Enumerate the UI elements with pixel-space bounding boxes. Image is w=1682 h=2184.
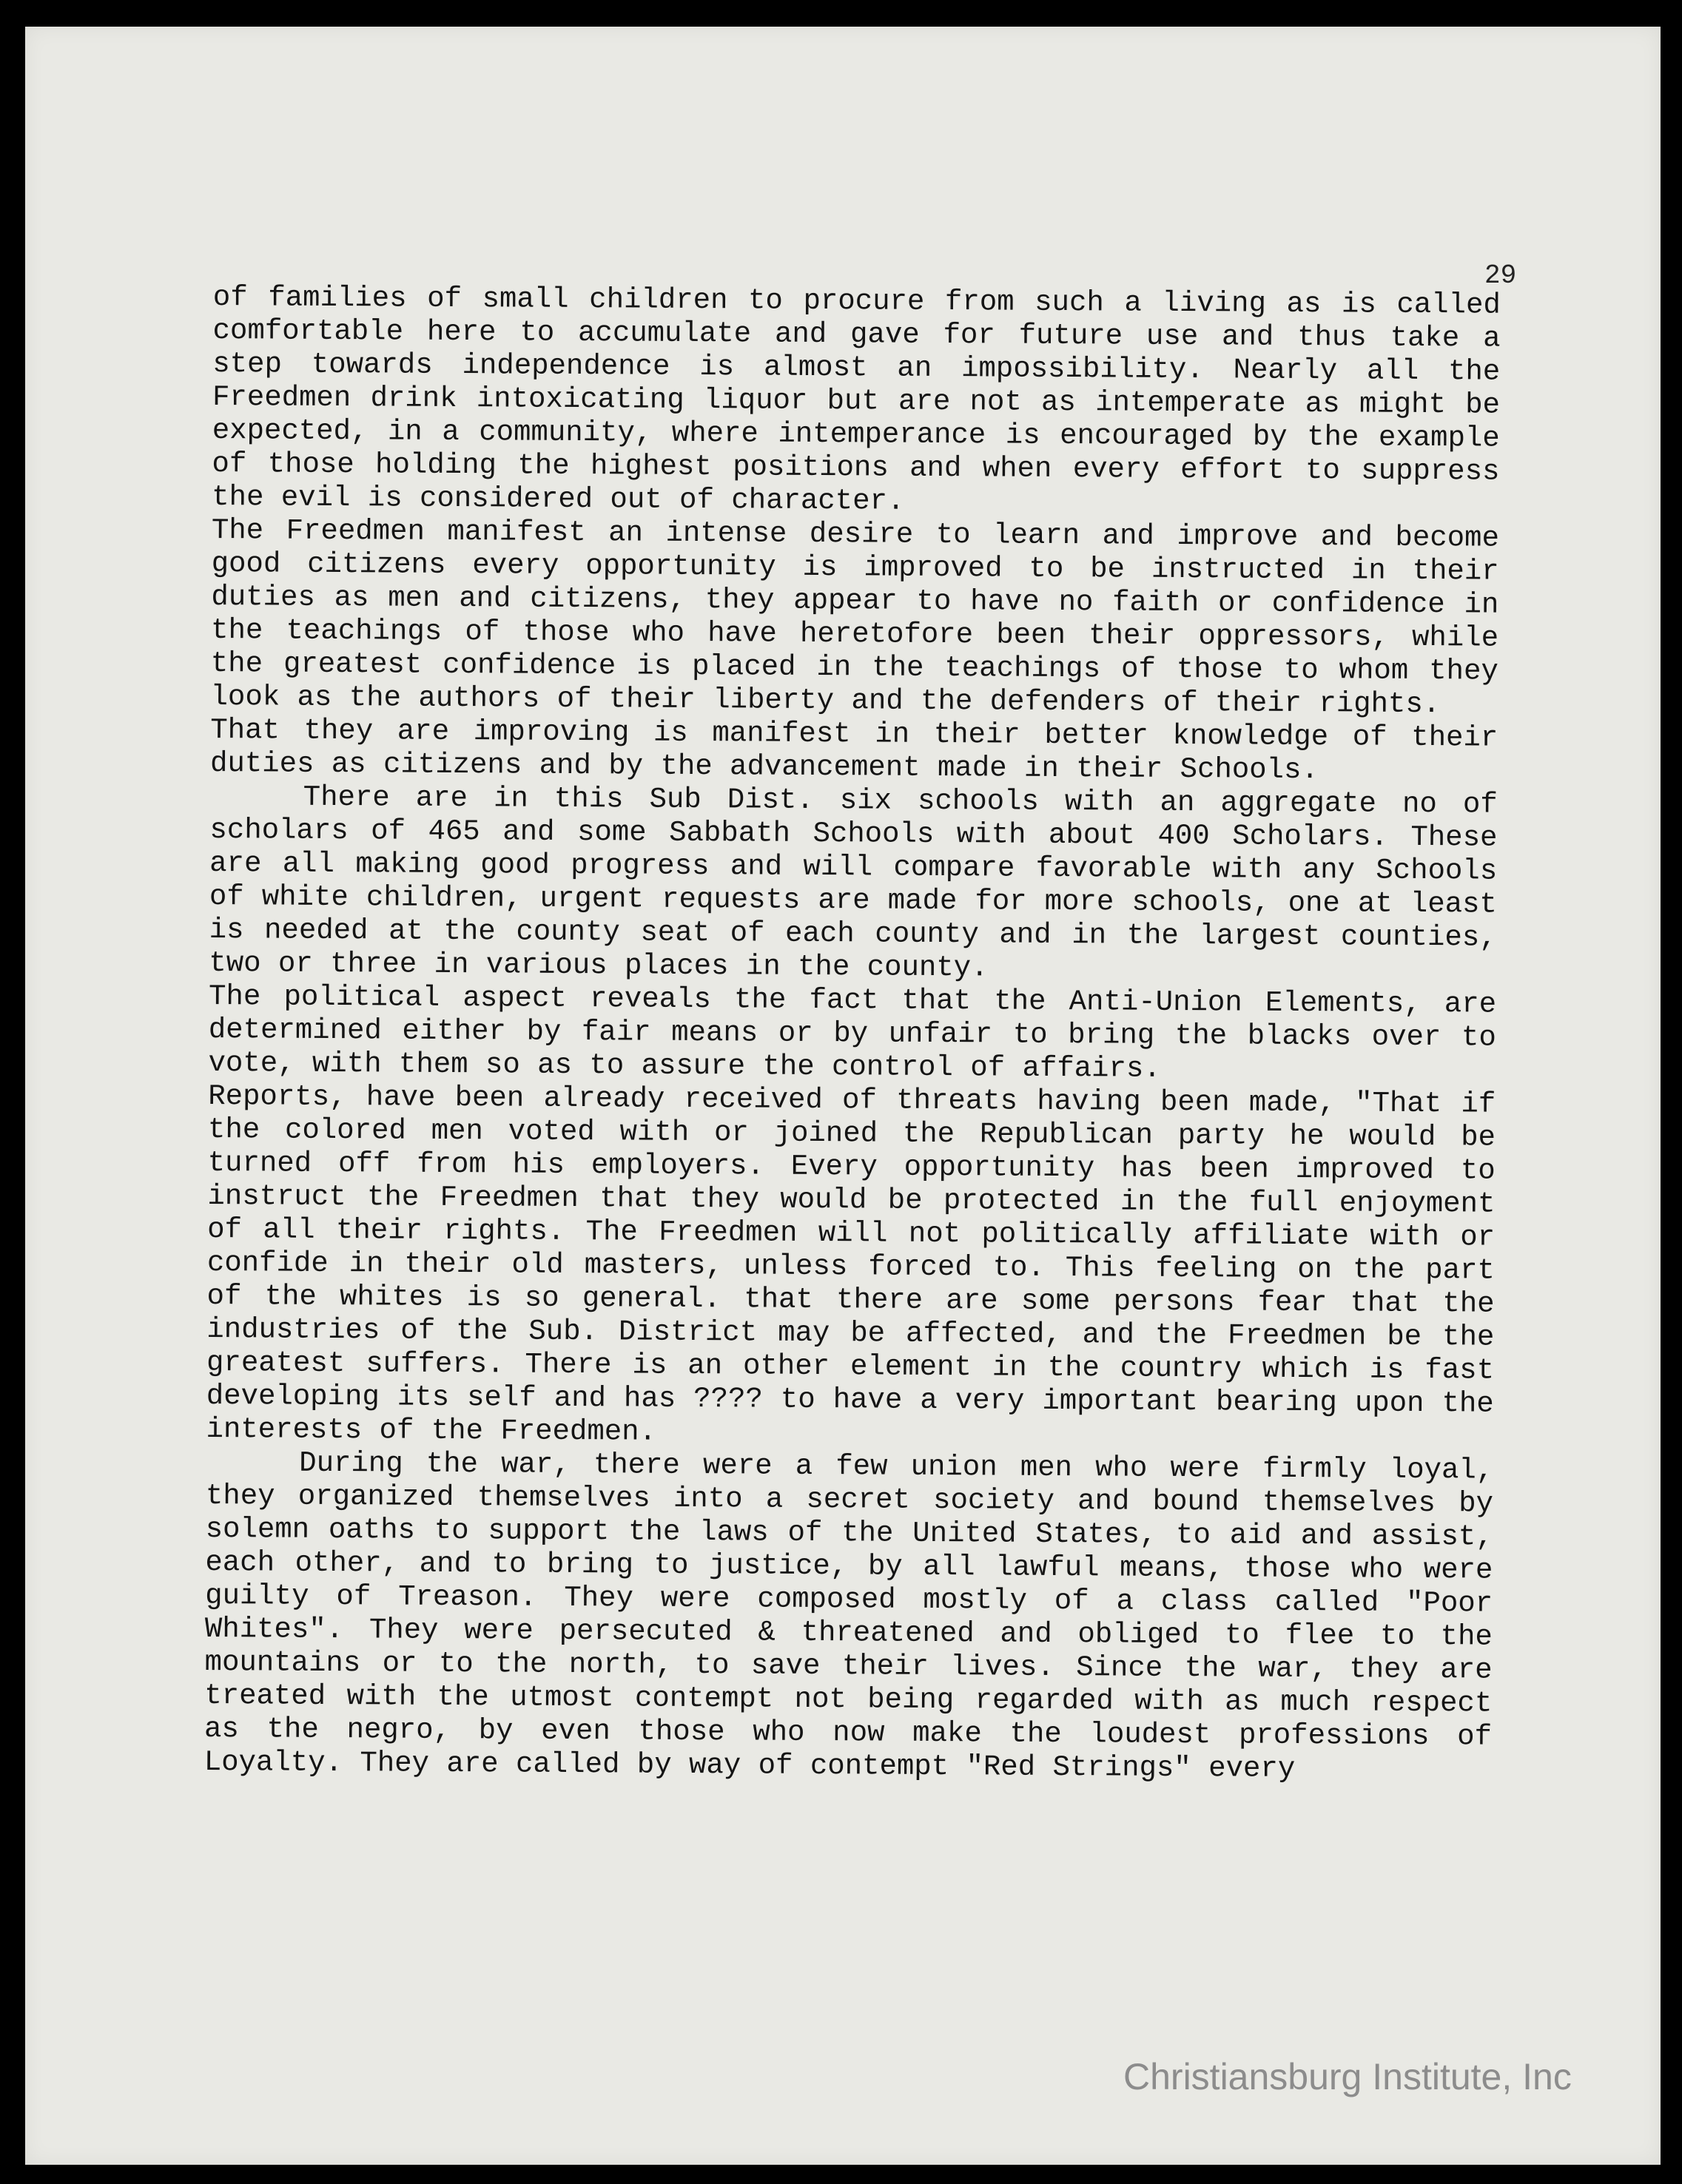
paragraph-families-liquor: of families of small children to procure from such a living as is called comfortable here to accumulate and gave for future use and thus take a step towards independence is almost an impossibility. Nearly all the Freedmen drink intoxicating liquor but are not as intemperate as might be expected, in a community, where intemperance is encouraged by the example of those holding the highest positions and when every effort to suppress the evil is considered out of character. — [212, 281, 1501, 518]
document-body — [204, 281, 1501, 1787]
watermark-text: Christiansburg Institute, Inc — [1123, 2056, 1572, 2097]
paragraph-political-aspect: The political aspect reveals the fact that the Anti-Union Elements, are determined either by fair means or by unfair to bring the blacks over to vote, with them so as to assure the control of affairs. — [208, 980, 1497, 1085]
paragraph-desire-to-learn: The Freedmen manifest an intense desire to learn and improve and become good citizens every opportunity is improved to be instructed in their duties as men and citizens, they appear to have no faith or confidence in the teachings of those who have heretofore been their oppressors, while the greatest confidence is placed in the teachings of those to whom they look as the authors of their liberty and the defenders of their rights. — [210, 513, 1500, 721]
page-number: 29 — [1484, 260, 1517, 291]
paragraph-reports-threats: Reports, have been already received of threats having been made, "That if the colored men voted with or joined the Republican party he would be turned off from his employers. Every opportunity has been improved to instruct the Freedmen that they would be protected in the full enjoyment of all their rights. The Freedmen will not politically affiliate with or confide in their old masters, unless forced to. This feeling on the part of the whites is so general. that there are some persons fear that the industries of the Sub. District may be affected, and the Freedmen be the greatest suffers. There is an other element in the country which is fast developing its self and has ???? to have a very important bearing upon the interests of the Freedmen. — [206, 1079, 1496, 1449]
paragraph-schools: There are in this Sub Dist. six schools with an aggregate no of scholars of 465 and some Sabbath Schools with about 400 Scholars. These are all making good progress and will compare favorable with any Schools of white children, urgent requests are made for more schools, one at least is needed at the county seat of each county and in the largest counties, two or three in various places in the county. — [209, 781, 1498, 985]
paragraph-union-men: During the war, there were a few union men who were firmly loyal, they organized themselves into a secret society and bound themselves by solemn oaths to support the laws of the United States, to aid and assist, each other, and to bring to justice, by all lawful means, those who were guilty of Treason. They were composed mostly of a class called "Poor Whites". They were persecuted & threatened and obliged to flee to the mountains or to the north, to save their lives. Since the war, they are treated with the utmost contempt not being regarded with as much respect as the negro, by even those who now make the loudest professions of Loyalty. They are called by way of contempt "Red Strings" every — [203, 1446, 1494, 1785]
paragraph-improving: That they are improving is manifest in their better knowledge of their duties as citizens and by the advancement made in their Schools. — [209, 713, 1498, 787]
